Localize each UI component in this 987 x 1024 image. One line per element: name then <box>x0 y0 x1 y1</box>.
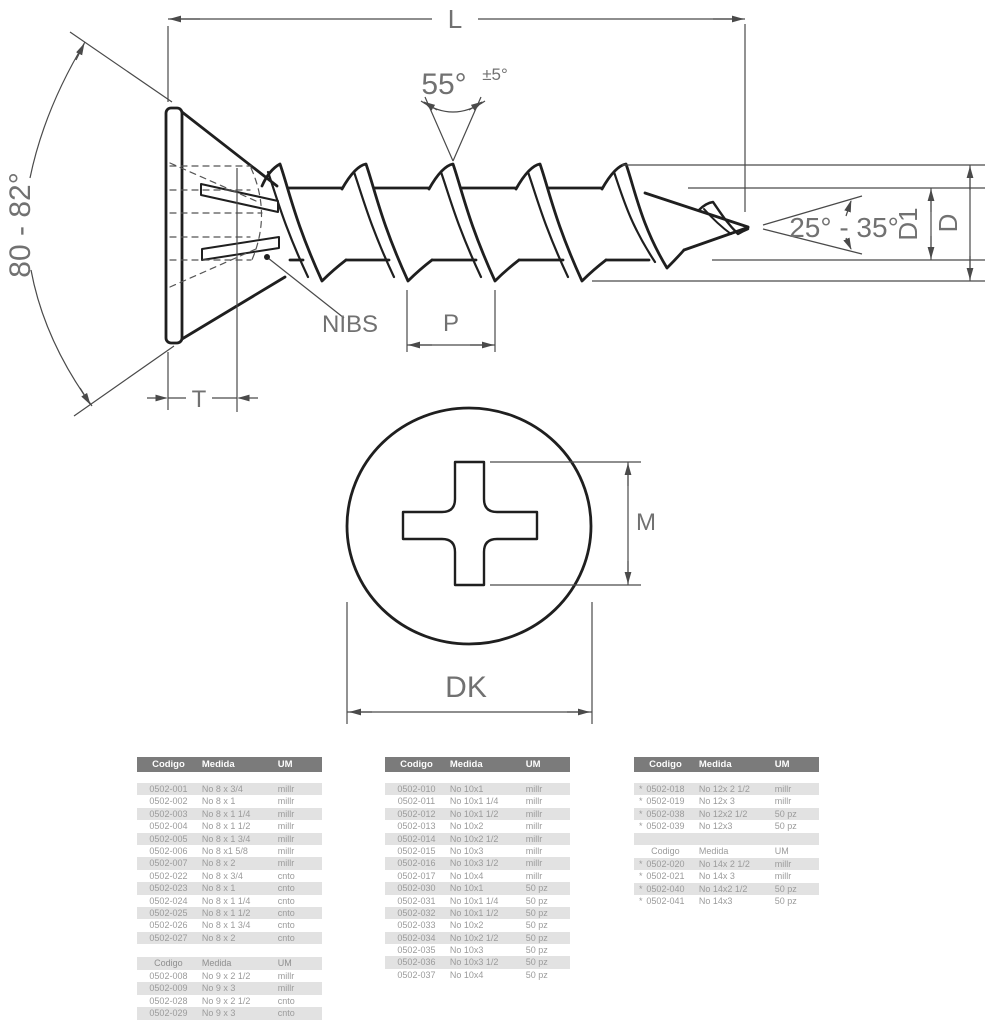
star-mark: * <box>639 808 643 819</box>
table-row <box>137 783 322 795</box>
cell-codigo: 0502-016 <box>397 858 436 869</box>
nibs-leader <box>268 258 344 318</box>
cell-medida: No 10x2 1/2 <box>449 833 499 844</box>
table-row <box>385 895 570 907</box>
cell-um: cnto <box>277 870 295 881</box>
table-row <box>137 833 322 845</box>
star-mark: * <box>639 896 643 907</box>
cell-medida: No 10x4 <box>449 969 484 980</box>
table-row <box>137 907 322 919</box>
cell-codigo: 0502-007 <box>149 858 188 869</box>
cell-codigo: 0502-012 <box>397 808 436 819</box>
cell-medida: No 12x3 <box>698 821 733 832</box>
table-row <box>137 845 322 857</box>
cell-medida: No 8 x 1 1/4 <box>201 895 251 906</box>
column-header-codigo: Codigo <box>651 845 680 856</box>
cell-medida: No 9 x 2 1/2 <box>201 971 251 982</box>
head-cone-top-edge <box>182 112 277 186</box>
table-row <box>385 820 570 832</box>
head-cone-bottom-edge <box>182 277 285 339</box>
star-mark: * <box>639 784 643 794</box>
label-thread-angle-tol: ±5° <box>482 65 508 84</box>
cell-codigo: 0502-041 <box>646 896 685 907</box>
cell-medida: No 8 x 1 1/2 <box>201 821 251 832</box>
table-body <box>385 783 570 981</box>
size-table-no12-no14 <box>634 757 819 908</box>
table-row <box>385 833 570 845</box>
cell-medida: No 8 x 2 <box>201 932 236 943</box>
cell-um: millr <box>277 808 295 819</box>
table-body <box>137 783 322 944</box>
cell-medida: No 8 x 3/4 <box>201 870 243 881</box>
table-row <box>385 845 570 857</box>
screw-head-bottom-view <box>347 408 591 644</box>
cell-medida: No 10x2 <box>449 920 484 931</box>
label-major-diameter: D <box>933 213 963 233</box>
cell-codigo: 0502-032 <box>397 907 436 918</box>
cell-codigo: 0502-033 <box>397 920 436 931</box>
star-mark: * <box>639 821 643 832</box>
cell-codigo: 0502-020 <box>646 858 685 869</box>
cell-medida: No 14x2 1/2 <box>698 883 748 894</box>
screw-side-view <box>166 108 748 343</box>
table-row <box>385 944 570 956</box>
cell-codigo: 0502-026 <box>149 920 188 931</box>
cell-medida: No 8 x 2 <box>201 858 236 869</box>
cell-medida: No 10x3 1/2 <box>449 858 499 869</box>
column-header-codigo: Codigo <box>152 759 185 770</box>
label-length: L <box>447 4 463 34</box>
table-subheader <box>137 957 322 970</box>
table-row <box>385 932 570 944</box>
table-row <box>137 808 322 820</box>
table-row <box>634 895 819 907</box>
cell-codigo: 0502-040 <box>646 883 685 894</box>
cell-codigo: 0502-031 <box>397 895 436 906</box>
cell-um: 50 pz <box>525 907 548 918</box>
cell-um: cnto <box>277 883 295 894</box>
cell-codigo: 0502-002 <box>149 796 188 807</box>
nib-upper <box>201 184 278 212</box>
table-row <box>634 795 819 807</box>
table-row <box>634 808 819 820</box>
table-header <box>137 757 322 772</box>
cell-codigo: 0502-013 <box>397 821 436 832</box>
cell-medida: No 12x2 1/2 <box>698 808 748 819</box>
star-mark: * <box>639 871 643 882</box>
column-header-medida: Medida <box>201 759 235 770</box>
cell-um: 50 pz <box>774 883 797 894</box>
column-header-um: UM <box>774 759 790 770</box>
cell-codigo: 0502-018 <box>646 784 685 794</box>
head-hidden-lines <box>170 163 262 287</box>
dim-thread-angle <box>425 97 481 161</box>
cell-um: cnto <box>277 895 295 906</box>
cell-codigo: 0502-006 <box>149 845 188 856</box>
cell-medida: No 8 x 1 3/4 <box>201 920 251 931</box>
cell-um: 50 pz <box>774 808 797 819</box>
cell-medida: No 12x 2 1/2 <box>698 784 750 794</box>
table-row <box>137 932 322 944</box>
cell-medida: No 14x3 <box>698 896 733 907</box>
cell-medida: No 9 x 2 1/2 <box>201 995 251 1006</box>
cell-medida: No 8 x1 5/8 <box>201 845 248 856</box>
cell-um: millr <box>525 858 543 869</box>
table-row <box>137 895 322 907</box>
cell-codigo: 0502-039 <box>646 821 685 832</box>
cell-codigo: 0502-003 <box>149 808 188 819</box>
size-table-no10 <box>385 757 570 981</box>
cell-um: millr <box>774 784 792 794</box>
table-row <box>137 882 322 894</box>
table-row <box>385 795 570 807</box>
cell-um: cnto <box>277 995 295 1006</box>
phillips-recess-cross <box>403 462 537 585</box>
cell-um: millr <box>525 833 543 844</box>
size-table-no8-no9 <box>137 757 322 1020</box>
cell-um: millr <box>774 871 792 882</box>
cell-medida: No 10x3 1/2 <box>449 957 499 968</box>
cell-um: cnto <box>277 1008 295 1019</box>
star-mark: * <box>639 883 643 894</box>
cell-codigo: 0502-037 <box>397 969 436 980</box>
cell-codigo: 0502-021 <box>646 871 685 882</box>
cell-medida: No 8 x 1 1/2 <box>201 907 251 918</box>
table-header <box>634 757 819 772</box>
cell-codigo: 0502-001 <box>149 784 188 794</box>
column-header-medida: Medida <box>698 759 732 770</box>
label-head-angle: 80 - 82° <box>4 172 37 278</box>
cell-codigo: 0502-024 <box>149 895 188 906</box>
column-header-codigo: Codigo <box>154 958 183 969</box>
cell-um: millr <box>525 796 543 807</box>
table-body <box>137 970 322 1020</box>
cell-codigo: 0502-023 <box>149 883 188 894</box>
cell-medida: No 10x1 1/2 <box>449 907 499 918</box>
thread-flights <box>262 164 684 281</box>
cell-medida: No 10x2 <box>449 821 484 832</box>
label-nibs: NIBS <box>322 311 379 338</box>
cell-medida: No 10x2 1/2 <box>449 932 499 943</box>
table-row <box>634 858 819 870</box>
cell-medida: No 8 x 3/4 <box>201 784 243 794</box>
cell-medida: No 10x3 <box>449 845 484 856</box>
cell-codigo: 0502-038 <box>646 808 685 819</box>
table-row <box>137 820 322 832</box>
cell-um: millr <box>774 858 792 869</box>
cell-um: millr <box>277 845 295 856</box>
table-row <box>385 857 570 869</box>
cell-um: 50 pz <box>525 945 548 956</box>
table-row <box>385 919 570 931</box>
cell-codigo: 0502-008 <box>149 971 188 982</box>
cell-medida: No 8 x 1 <box>201 883 236 894</box>
table-divider-row <box>634 833 819 845</box>
cell-um: millr <box>525 821 543 832</box>
cell-codigo: 0502-019 <box>646 796 685 807</box>
cell-medida: No 14x 3 <box>698 871 735 882</box>
cell-um: millr <box>277 784 295 794</box>
cell-codigo: 0502-034 <box>397 932 436 943</box>
star-mark: * <box>639 858 643 869</box>
column-header-codigo: Codigo <box>649 759 682 770</box>
dim-head-angle <box>70 32 174 416</box>
cell-codigo: 0502-027 <box>149 932 188 943</box>
cell-um: 50 pz <box>525 969 548 980</box>
table-row <box>137 919 322 931</box>
column-header-medida: Medida <box>449 759 483 770</box>
cell-um: 50 pz <box>525 920 548 931</box>
table-header <box>385 757 570 772</box>
screw-tip <box>645 193 748 250</box>
cell-um: 50 pz <box>525 932 548 943</box>
cell-um: 50 pz <box>525 883 548 894</box>
cell-medida: No 12x 3 <box>698 796 735 807</box>
table-row <box>385 882 570 894</box>
cell-medida: No 8 x 1 3/4 <box>201 833 251 844</box>
table-row <box>385 870 570 882</box>
cell-medida: No 10x1 <box>449 784 484 794</box>
cell-um: millr <box>525 845 543 856</box>
cell-um: 50 pz <box>525 957 548 968</box>
cell-medida: No 9 x 3 <box>201 983 236 994</box>
cell-codigo: 0502-015 <box>397 845 436 856</box>
cell-codigo: 0502-035 <box>397 945 436 956</box>
table-row <box>137 795 322 807</box>
table-row <box>634 783 819 795</box>
cell-um: millr <box>525 784 543 794</box>
label-thread-angle: 55° <box>421 68 467 101</box>
cell-um: 50 pz <box>525 895 548 906</box>
cell-medida: No 10x1 1/4 <box>449 895 499 906</box>
column-header-medida: Medida <box>201 958 232 969</box>
cell-um: 50 pz <box>774 821 797 832</box>
cell-codigo: 0502-029 <box>149 1008 188 1019</box>
cell-um: millr <box>277 983 295 994</box>
cell-um: 50 pz <box>774 896 797 907</box>
cell-medida: No 8 x 1 <box>201 796 236 807</box>
cell-medida: No 10x3 <box>449 945 484 956</box>
table-row <box>385 956 570 968</box>
cell-um: millr <box>277 821 295 832</box>
cell-medida: No 9 x 3 <box>201 1008 236 1019</box>
cell-medida: No 10x4 <box>449 870 484 881</box>
star-mark: * <box>639 796 643 807</box>
label-pitch: P <box>442 310 460 337</box>
table-row <box>385 907 570 919</box>
label-head-thickness: T <box>191 386 207 413</box>
label-tip-angle: 25° - 35° <box>789 212 899 243</box>
column-header-um: UM <box>525 759 541 770</box>
cell-um: cnto <box>277 907 295 918</box>
cell-codigo: 0502-014 <box>397 833 436 844</box>
cell-um: millr <box>525 808 543 819</box>
table-row <box>137 970 322 982</box>
cell-um: millr <box>774 796 792 807</box>
cell-um: millr <box>277 858 295 869</box>
label-minor-diameter: D1 <box>893 207 923 241</box>
table-row <box>634 883 819 895</box>
head-circle <box>347 408 591 644</box>
cell-codigo: 0502-017 <box>397 870 436 881</box>
cell-um: millr <box>277 796 295 807</box>
cell-codigo: 0502-004 <box>149 821 188 832</box>
table-row <box>137 982 322 994</box>
table-row <box>385 808 570 820</box>
cell-codigo: 0502-028 <box>149 995 188 1006</box>
column-header-medida: Medida <box>698 845 729 856</box>
cell-um: millr <box>525 870 543 881</box>
cell-codigo: 0502-009 <box>149 983 188 994</box>
column-header-um: UM <box>774 845 789 856</box>
column-header-um: UM <box>277 759 293 770</box>
table-row <box>634 820 819 832</box>
screw-head <box>166 108 285 343</box>
table-row <box>137 995 322 1007</box>
table-row <box>137 1007 322 1019</box>
table-row <box>385 969 570 981</box>
cell-codigo: 0502-036 <box>397 957 436 968</box>
cell-codigo: 0502-030 <box>397 883 436 894</box>
cell-codigo: 0502-010 <box>397 784 436 794</box>
table-row <box>385 783 570 795</box>
cell-um: millr <box>277 833 295 844</box>
column-header-um: UM <box>277 958 292 969</box>
cell-medida: No 14x 2 1/2 <box>698 858 750 869</box>
table-row <box>634 870 819 882</box>
label-recess-size: M <box>636 509 656 536</box>
dimension-labels <box>4 4 963 704</box>
table-row <box>137 857 322 869</box>
cell-codigo: 0502-025 <box>149 907 188 918</box>
table-row <box>137 870 322 882</box>
table-body <box>634 858 819 908</box>
table-subheader <box>634 845 819 858</box>
cell-medida: No 10x1 <box>449 883 484 894</box>
column-header-codigo: Codigo <box>400 759 433 770</box>
cell-um: millr <box>277 971 295 982</box>
cell-um: cnto <box>277 920 295 931</box>
table-body <box>634 783 819 833</box>
cell-um: cnto <box>277 932 295 943</box>
cell-medida: No 10x1 1/2 <box>449 808 499 819</box>
cell-codigo: 0502-022 <box>149 870 188 881</box>
cell-medida: No 10x1 1/4 <box>449 796 499 807</box>
cell-codigo: 0502-005 <box>149 833 188 844</box>
head-flat-face <box>166 108 182 343</box>
label-head-diameter: DK <box>445 671 487 704</box>
cell-codigo: 0502-011 <box>397 796 436 807</box>
cell-medida: No 8 x 1 1/4 <box>201 808 251 819</box>
